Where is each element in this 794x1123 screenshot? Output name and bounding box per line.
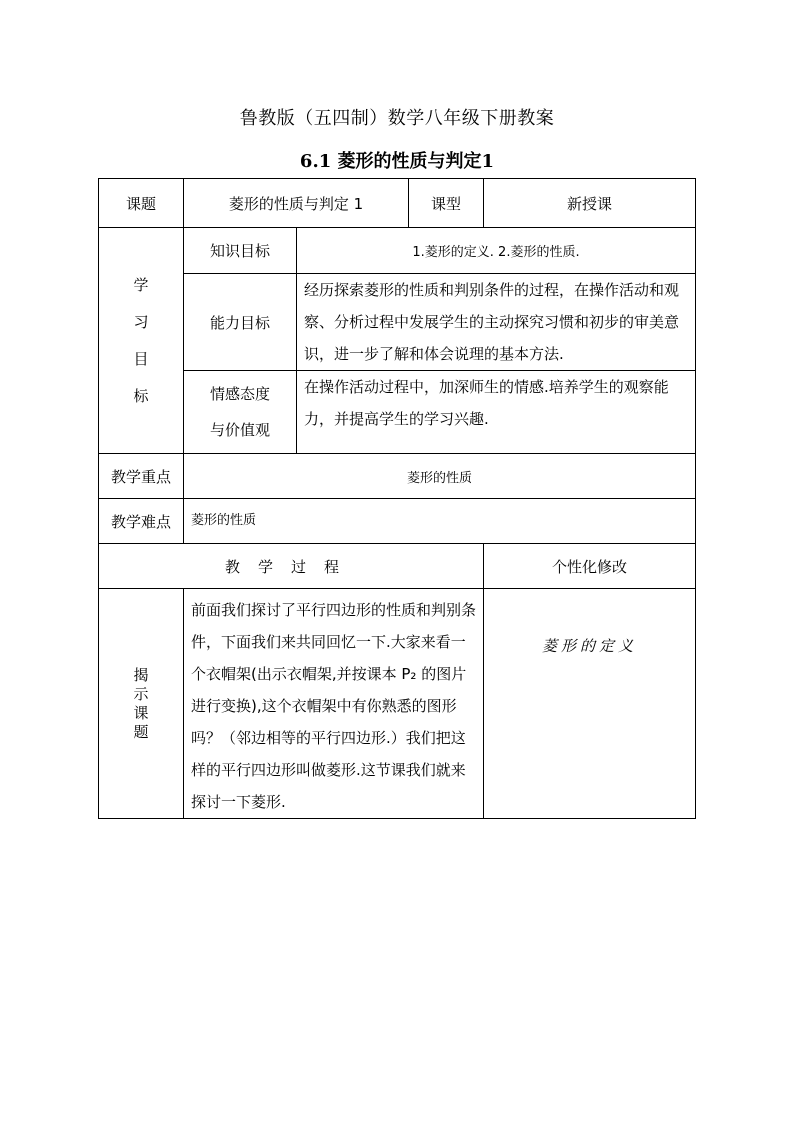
knowledge-goal-label: 知识目标 [184,228,297,274]
lesson-number: 6.1 [299,151,332,172]
goals-char: 习 [133,312,149,331]
lesson-title [0,147,794,173]
reveal-topic-text: 前面我们探讨了平行四边形的性质和判别条件，下面我们来共同回忆一下.大家来看一个衣帽架(出示衣帽架,并按课本 P₂ 的图片进行变换),这个衣帽架中有你熟悉的图形吗？（邻边相等的平行四边形.）我们把这样的平行四边形叫做菱形.这节课我们就来探讨一下菱形. [184,589,484,819]
reveal-topic-label [99,589,184,819]
personal-edit-header: 个性化修改 [484,544,696,589]
topic-value: 菱形的性质与判定 1 [184,179,409,228]
lesson-part: 1 [481,151,495,172]
process-header: 教学过程 [99,544,484,589]
personal-note: 菱形的定义 [484,589,696,819]
table-row [99,179,696,228]
emotion-goal-value: 在操作活动过程中，加深师生的情感.培养学生的观察能力，并提高学生的学习兴趣. [297,371,696,454]
table-row [99,544,696,589]
lesson-name: 菱形的性质与判定 [337,151,482,172]
reveal-char: 题 [133,722,149,741]
ability-goal-value: 经历探索菱形的性质和判别条件的过程，在操作活动和观察、分析过程中发展学生的主动探究习惯和初步的审美意识，进一步了解和体会说理的基本方法. [297,274,696,371]
emotion-label-line: 情感态度 [209,385,270,403]
type-label: 课型 [409,179,484,228]
table-row [99,589,696,819]
emotion-goal-label [184,371,297,454]
goals-char: 目 [133,349,149,368]
topic-label: 课题 [99,179,184,228]
difficulty-label: 教学难点 [99,499,184,544]
type-value: 新授课 [484,179,696,228]
goals-char: 学 [133,275,149,294]
goals-char: 标 [133,386,149,405]
key-point-value: 菱形的性质 [184,454,696,499]
table-row [99,499,696,544]
table-row [99,371,696,454]
reveal-char: 课 [133,703,149,722]
difficulty-value: 菱形的性质 [184,499,696,544]
document-title: 鲁教版（五四制）数学八年级下册教案 [239,108,555,129]
key-point-label: 教学重点 [99,454,184,499]
table-row [99,454,696,499]
learning-goals-label [99,228,184,454]
ability-goal-label: 能力目标 [184,274,297,371]
table-row [99,274,696,371]
lesson-plan-table [98,178,696,819]
table-row [99,228,696,274]
knowledge-goal-value: 1.菱形的定义. 2.菱形的性质. [297,228,696,274]
reveal-char: 示 [133,684,149,703]
emotion-label-line: 与价值观 [209,421,270,439]
reveal-char: 揭 [133,665,149,684]
